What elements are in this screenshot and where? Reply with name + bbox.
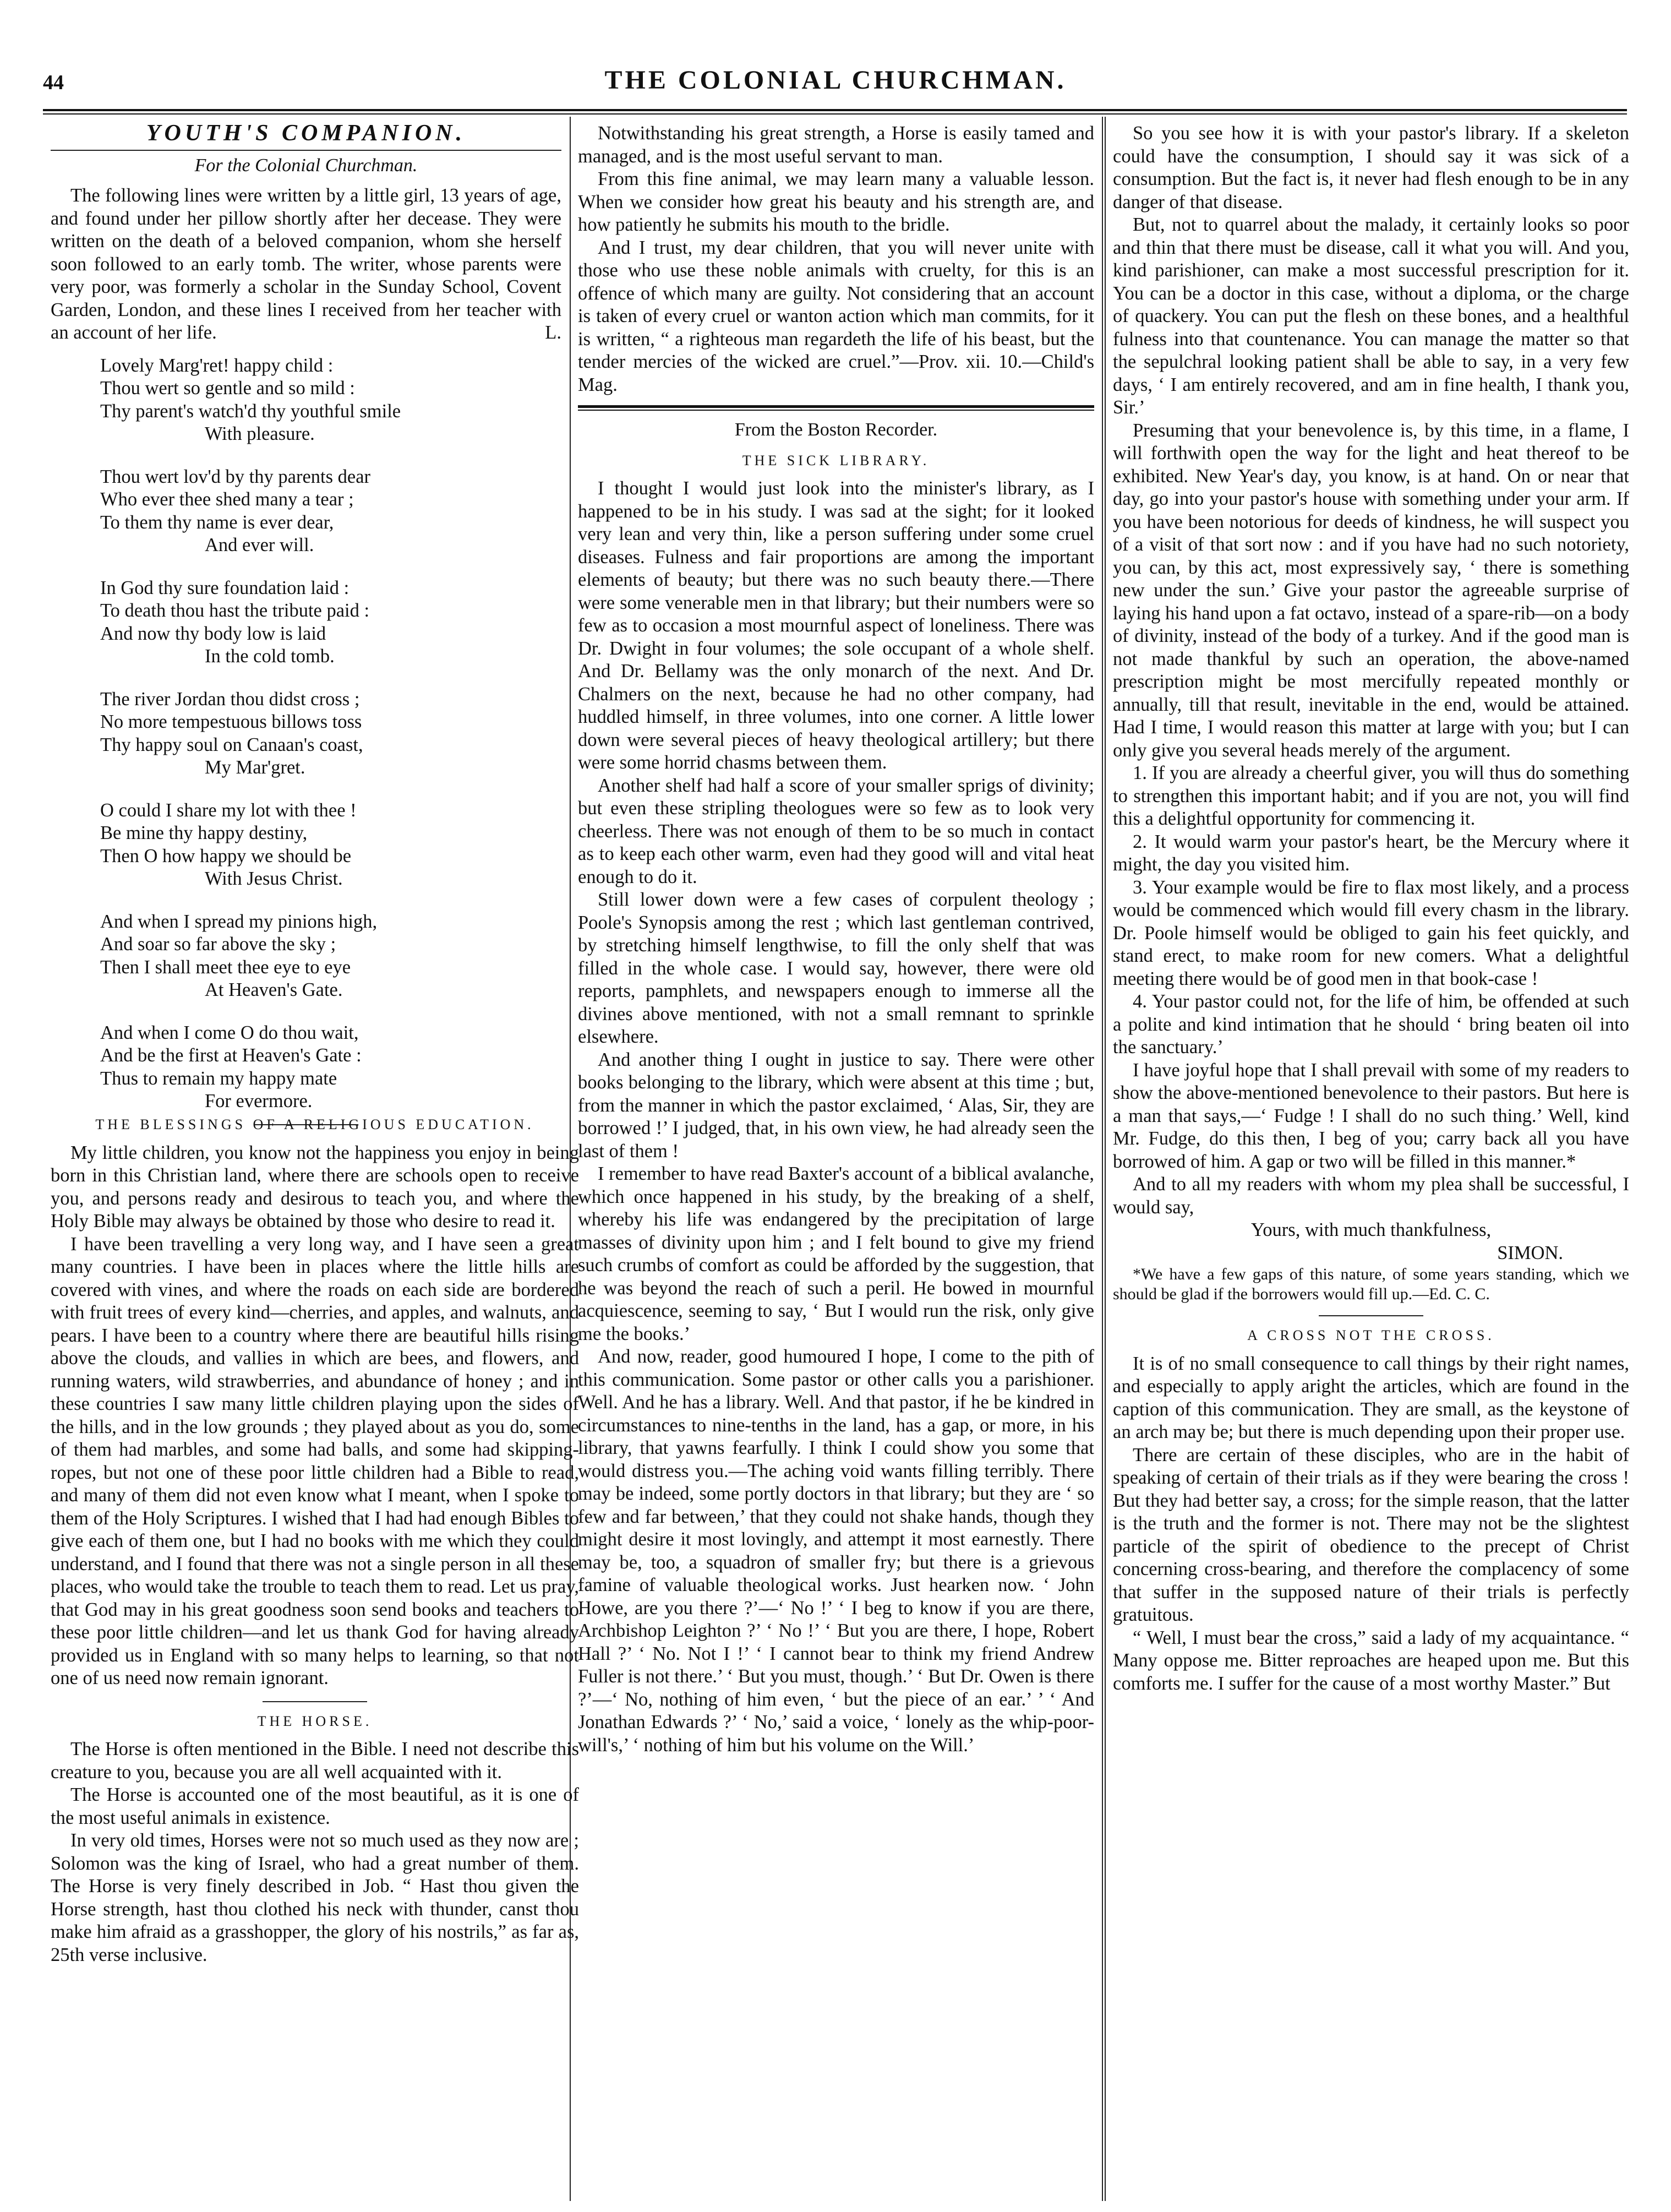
cross-title: A CROSS NOT THE CROSS. [1247, 1327, 1495, 1343]
letter-closing: Yours, with much thankfulness, [1250, 1219, 1492, 1240]
paragraph: Notwithstanding his great strength, a Horse is easily tamed and managed, and is the most useful servant to man. [578, 123, 1094, 167]
paragraph: I have been travelling a very long way, and I have seen a great many countries. I have been in places where the little hills are covered with vines, and where the roads on each side are bordered with fruit trees of every kind—cherries, and apples, and walnuts, and pears. I have been to a country where there are beautiful hills rising above the clouds, and vallies in which are bees, and flowers, and running waters, wild strawberries, and abundance of honey ; and in these countries I saw many little children playing upon the sides of the hills, and in the low grounds ; they played about as you do, some of them had marbles, and some had balls, and some had skipping-ropes, but not one of these poor little children had a Bible to read, and many of them did not even know what I meant, when I spoke to them of the Holy Scriptures. I wished that I had had enough Bibles to give each of them one, but I had no books with me which they could understand, and I found that there was not a single person in all these places, who would take the trouble to teach them to read. Let us pray, that God may in his great goodness soon send books and teachers to these poor little children—and let us thank God for having already provided us in England with so many helps to learning, so that not one of us need now remain ignorant. [51, 1233, 579, 1688]
youths-companion-heading: YOUTH'S COMPANION. [146, 121, 466, 146]
stanza [100, 799, 561, 891]
paragraph: There are certain of these disciples, who are in the habit of speaking of certain of their trials as if they were bearing the cross ! But they had better say, a cross; for the simple reason, that the latter is the truth and the former is not. There may not be the slightest particle of the spirit of obedience to the precept of Christ concerning cross-bearing, and therefore the complacency of some that suffer in the supposed nature of their trials is perfectly gratuitous. [1113, 1444, 1629, 1625]
stanza [100, 911, 561, 1002]
poem-line: With pleasure. [205, 423, 315, 444]
poem-line: Thy happy soul on Canaan's coast, [100, 734, 363, 755]
paragraph: My little children, you know not the happiness you enjoy in being born in this Christian land, where there are schools open to receive you, and persons ready and desirous to teach you, and where the Holy Bible may always be obtained by those who desire to read it. [51, 1142, 579, 1232]
header-rule-thin [43, 113, 1627, 115]
poem-line: And ever will. [205, 535, 314, 555]
poem-line: And be the first at Heaven's Gate : [100, 1045, 362, 1066]
paragraph: 2. It would warm your pastor's heart, be the Mercury where it might, the day you visited him. [1113, 831, 1629, 875]
paragraph: So you see how it is with your pastor's library. If a skeleton could have the consumption, I should say it was sick of a consumption. But the fact is, it never had flesh enough to be in any danger of that disease. [1113, 123, 1629, 213]
poem-line: And now thy body low is laid [100, 623, 326, 644]
paragraph: And I trust, my dear children, that you will never unite with those who use these noble animals with cruelty, for this is an offence of which many are guilty. Not considering that an account is taken of every cruel or wanton action which man commits, for it is written, “ a righteous man regardeth the life of his beast, but the tender mercies of the wicked are cruel.”—Prov. xii. 10.—Child's Mag. [578, 237, 1094, 395]
poem-line: Thy parent's watch'd thy youthful smile [100, 400, 401, 422]
poem-line: To death thou hast the tribute paid : [100, 600, 370, 621]
paragraph: In very old times, Horses were not so much used as they now are ; Solomon was the king of Israel, who had a great number of them. The Horse is very finely described in Job. “ Hast thou given the Horse strength, hast thou clothed his neck with thunder, canst thou make him afraid as a grasshopper, the glory of his nostrils,” as far as, 25th verse inclusive. [51, 1830, 579, 1965]
column-rule-right-double [1105, 117, 1106, 2201]
article-divider [578, 405, 1094, 411]
masthead-title: THE COLONIAL CHURCHMAN. [604, 66, 1067, 95]
paragraph: And now, reader, good humoured I hope, I come to the pith of this communication. Some pastor or other calls you a parishioner. Well. And he has a library. Well. And that pastor, if he be kindred in circumstances to nine-tenths in the land, has a gap, or more, in his library, that yawns fearfully. I think I could show you some that would distress you.—The aching void wants filling terribly. There may be indeed, some portly doctors in that library; but they are ‘ so few and far between,’ that they could not shake hands, though they might desire it most lovingly, and attempt it most earnestly. There may be, too, a squadron of smaller fry; but there is a grievous famine of valuable theological works. Just hearken now. ‘ John Howe, are you there ?’—‘ No !’ ‘ I beg to know if you are there, Archbishop Leighton ?’ ‘ No !’ ‘ But you are there, I hope, Robert Hall ?’ ‘ No. Not I !’ ‘ I cannot bear to think my friend Andrew Fuller is not there.’ ‘ But you must, though.’ ‘ But Dr. Owen is there ?’—‘ No, nothing of him even, ‘ but the piece of an ear.’ ’ ‘ And Jonathan Edwards ?’ ‘ No,’ said a voice, ‘ lonely as the whip-poor-will's,’ ‘ nothing of him but his volume on the Will.’ [578, 1346, 1094, 1756]
stanza [100, 577, 561, 668]
poem-line: To them thy name is ever dear, [100, 511, 334, 533]
youths-companion-byline: For the Colonial Churchman. [51, 150, 561, 177]
poem-line: Lovely Marg'ret! happy child : [100, 355, 334, 376]
column-right [1113, 122, 1629, 1695]
poem-line: Thou wert so gentle and so mild : [100, 378, 355, 399]
poem-line: At Heaven's Gate. [205, 979, 343, 1000]
column-left-lower [51, 1105, 579, 1966]
poem-line: Be mine thy happy destiny, [100, 822, 308, 843]
stanza [100, 688, 561, 780]
poem-line: The river Jordan thou didst cross ; [100, 688, 360, 710]
paragraph: 1. If you are already a cheerful giver, you will thus do something to strengthen this important habit; and if you are not, you will find this a delightful opportunity for commencing it. [1113, 762, 1629, 829]
paragraph: But, not to quarrel about the malady, it certainly looks so poor and thin that there must be disease, call it what you will. And you, kind parishioner, can make a most successful prescription for it. You can be a doctor in this case, without a diploma, or the charge of quackery. You can put the flesh on these bones, and a healthful fulness into that countenance. You can manage the matter so that the sepulchral looking patient shall be able to say, in a very few days, ‘ I am entirely recovered, and am in fine health, I thank you, Sir.’ [1113, 214, 1629, 418]
poem-line: Then O how happy we should be [100, 845, 352, 867]
stanza [100, 466, 561, 557]
footnote: *We have a few gaps of this nature, of some years standing, which we should be glad if the borrowers would fill up.—Ed. C. C. [1113, 1265, 1629, 1303]
poem-intro-text: The following lines were written by a little girl, 13 years of age, and found under her pillow shortly after her decease. They were written on the death of a beloved companion, whom she herself soon followed to an early tomb. The writer, whose parents were very poor, was formerly a scholar in the Sunday School, Covent Garden, London, and these lines I received from her teacher with an account of her life. [51, 185, 561, 343]
paragraph: It is of no small consequence to call things by their right names, and especially to apply aright the articles, which are found in the caption of this communication. They are small, as the keystone of an arch may be; but there is much depending upon their proper use. [1113, 1353, 1629, 1442]
header-rule [43, 109, 1627, 111]
poem-line: My Mar'gret. [205, 757, 305, 778]
paragraph: From this fine animal, we may learn many a valuable lesson. When we consider how great his beauty and his strength are, and how patiently he submits his mouth to the bridle. [578, 168, 1094, 235]
column-middle [578, 122, 1094, 1757]
stanza [100, 355, 561, 446]
letter-signature: SIMON. [1497, 1242, 1563, 1263]
column-left [51, 122, 561, 1133]
poem-line: Who ever thee shed many a tear ; [100, 489, 354, 510]
paragraph: I have joyful hope that I shall prevail with some of my readers to show the above-mentioned benevolence to their pastors. But here is a man that says,—‘ Fudge ! I shall do no such thing.’ Well, kind Mr. Fudge, do this then, I beg of you; carry back all you have borrowed of him. A gap or two will be filled in this manner.* [1113, 1059, 1629, 1172]
section-divider [263, 1701, 367, 1702]
paragraph: Presuming that your benevolence is, by this time, in a flame, I will forthwith open the way for the light and heat thereof to be exhibited. New Year's day, you know, is at hand. On or near that day, go into your pastor's house with something under your arm. If you have been notorious for deeds of kindness, he will suspect you of a visit of that sort now : and if you have had no such notoriety, you can, by this act, most expressively say, ‘ there is something new under the sun.’ Give your pastor the agreeable surprise of laying his hand upon a fat octavo, instead of a spare-rib—on a body of divinity, instead of the body of a turkey. And if the good man is not made thankful by such an operation, the above-named prescription might be most mercifully repeated monthly or annually, till that result, inevitable in the end, would be attained. Had I time, I would reason this matter at large with you; but I can only give you several heads merely of the argument. [1113, 419, 1629, 761]
poem-line: For evermore. [205, 1091, 313, 1112]
paragraph: And to all my readers with whom my plea shall be successful, I would say, [1113, 1174, 1629, 1218]
paragraph: 3. Your example would be fire to flax most likely, and a process would be commenced which would fill every chasm in the library. Dr. Poole himself would be obliged to gain his feet quickly, and stand erect, to make room for new comers. What a delightful meeting there would be of good men in that book-case ! [1113, 876, 1629, 989]
poem-line: In the cold tomb. [205, 646, 335, 667]
page-number: 44 [43, 71, 64, 94]
poem-line: O could I share my lot with thee ! [100, 799, 357, 821]
column-rule-right [1102, 117, 1103, 2201]
blessings-title: THE BLESSINGS OF A RELIGIOUS EDUCATION. [95, 1116, 534, 1132]
paragraph: The Horse is accounted one of the most beautiful, as it is one of the most useful animals in existence. [51, 1784, 579, 1828]
paragraph: I thought I would just look into the minister's library, as I happened to be in his study. I was sad at the sight; for it looked very lean and very thin, like a person suffering under some cruel diseases. Fulness and fair proportions are among the important elements of beauty; but there was no such beauty there.—There were some venerable men in that library; but their numbers were so few as to occasion a most mournful aspect of loneliness. There was Dr. Dwight in four volumes; the sole occupant of a whole shelf. And Dr. Bellamy was the only monarch of the next. And Dr. Chalmers on the next, because he had no other company, had huddled himself, in three volumes, into one corner. A little lower down were several pieces of heavy theological artillery; but there were some horrid chasms between them. [578, 478, 1094, 773]
poem-line: And when I come O do thou wait, [100, 1022, 359, 1043]
poem-line: And when I spread my pinions high, [100, 911, 378, 932]
poem-line: No more tempestuous billows toss [100, 711, 362, 732]
stanza [100, 1022, 561, 1113]
paragraph: 4. Your pastor could not, for the life of him, be offended at such a polite and kind intimation that he should ‘ bring beaten oil into the sanctuary.’ [1113, 991, 1629, 1058]
poem-intro-sign: L. [545, 322, 561, 343]
paragraph: And another thing I ought in justice to say. There were other books belonging to the library, which were absent at this time ; but, from the manner in which the pastor exclaimed, ‘ Alas, Sir, they are borrowed !’ I judged, that, in his own view, he had already seen the last of them ! [578, 1049, 1094, 1162]
paragraph: I remember to have read Baxter's account of a biblical avalanche, which once happened in his study, by the breaking of a shelf, whereby his life was endangered by the precipitation of large masses of divinity upon him ; and I felt bound to give my friend such crumbs of comfort as could be afforded by the suggestion, that he was beyond the reach of such a peril. He bowed in mournful acquiescence, seeming to say, ‘ But I would run the risk, only give me the books.’ [578, 1163, 1094, 1344]
section-divider [1319, 1315, 1423, 1316]
horse-title: THE HORSE. [257, 1713, 373, 1729]
poem-line: With Jesus Christ. [205, 868, 343, 889]
paragraph: “ Well, I must bear the cross,” said a lady of my acquaintance. “ Many oppose me. Bitter reproaches are heaped upon me. But this comforts me. I suffer for the cause of a most worthy Master.” But [1113, 1627, 1629, 1694]
poem-line: Thus to remain my happy mate [100, 1067, 337, 1089]
poem [100, 355, 561, 1113]
article-source: From the Boston Recorder. [734, 419, 938, 440]
poem-line: Thou wert lov'd by thy parents dear [100, 466, 371, 487]
paragraph: The Horse is often mentioned in the Bible. I need not describe this creature to you, because you are all well acquainted with it. [51, 1739, 579, 1783]
poem-line: And soar so far above the sky ; [100, 934, 336, 955]
poem-line: Then I shall meet thee eye to eye [100, 956, 351, 978]
poem-line: In God thy sure foundation laid : [100, 577, 350, 598]
poem-intro [51, 184, 561, 345]
sick-library-title: THE SICK LIBRARY. [742, 452, 930, 468]
paragraph: Another shelf had half a score of your smaller sprigs of divinity; but even these stripling theologues were so few as to look very cheerless. There was not enough of them to be so much in contact as to keep each other warm, even had they good will and vital heat enough to do it. [578, 775, 1094, 887]
paragraph: Still lower down were a few cases of corpulent theology ; Poole's Synopsis among the rest ; which last gentleman contrived, by stretching himself lengthwise, to fill the only shelf that was filled in the whole case. I would say, however, there were old reports, pamphlets, and newspapers enough to immerse all the divines above mentioned, with not a small remnant to sprinkle elsewhere. [578, 889, 1094, 1047]
